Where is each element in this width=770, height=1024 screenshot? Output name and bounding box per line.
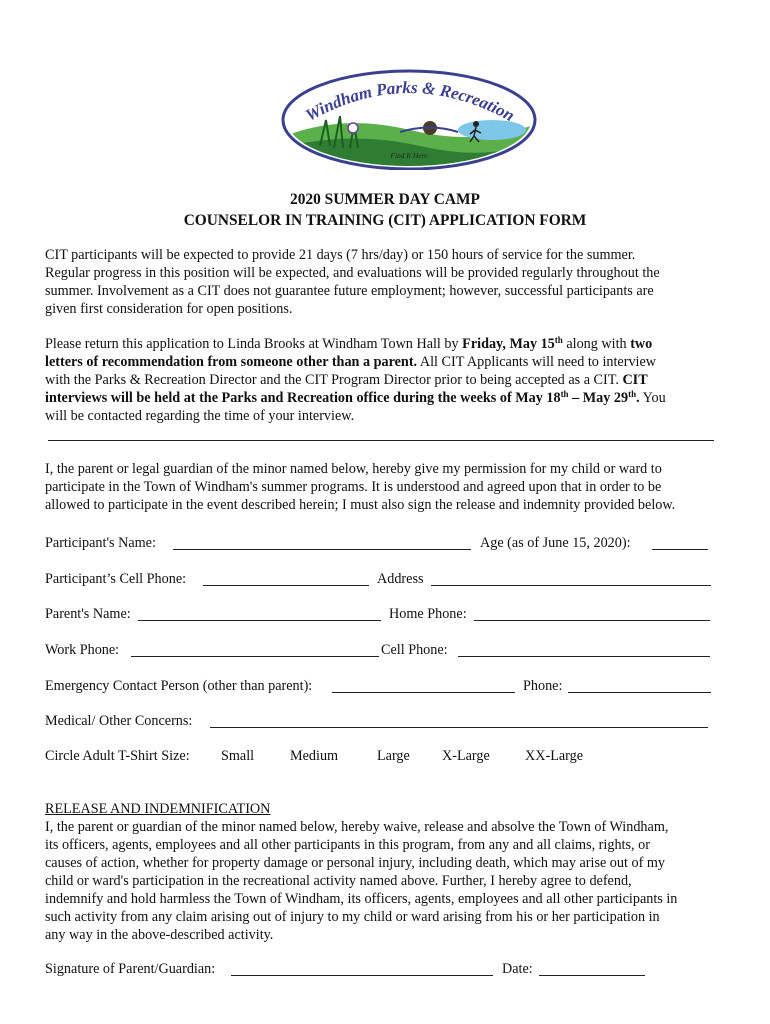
medical-label: Medical/ Other Concerns: bbox=[45, 713, 193, 729]
tshirt-option-x-large[interactable]: X-Large bbox=[442, 748, 490, 764]
intro-paragraph: CIT participants will be expected to provide 21 days (7 hrs/day) or 150 hours of service for the summer. Regular progress in this position will be expected, and evaluations will be provided regularly throughout the summer. Involvement as a CIT does not guarantee future employment; however, successful participants are given first consideration for open positions. bbox=[45, 247, 660, 317]
date-field[interactable] bbox=[539, 960, 645, 976]
signature-label: Signature of Parent/Guardian: bbox=[45, 961, 216, 977]
svg-text:Windham Parks & Recreation: Windham Parks & Recreation bbox=[302, 77, 518, 126]
signature-row bbox=[45, 960, 725, 980]
participant-cell-field[interactable] bbox=[203, 570, 369, 586]
release-heading: RELEASE AND INDEMNIFICATION bbox=[45, 801, 271, 817]
release-paragraph: I, the parent or guardian of the minor named below, hereby waive, release and absolve the Town of Windham, its officers, agents, employees and all other participants in this program, from any and all claims, rights, or causes of action, whether for property damage or personal injury, including death, which may arise out of my child or ward's participation in the recreational activity named above. Further, I hereby agree to defend, indemnify and hold harmless the Town of Windham, its officers, agents, employees and all other participants in such activity from any claim arising out of injury to my child or ward arising from his or her participation in any way in the above-described activity. bbox=[45, 819, 678, 943]
cell-phone-label: Cell Phone: bbox=[381, 642, 448, 658]
home-phone-field[interactable] bbox=[474, 605, 710, 621]
emergency-contact-label: Emergency Contact Person (other than parent): bbox=[45, 678, 313, 694]
emergency-contact-field[interactable] bbox=[332, 677, 515, 693]
parent-name-field[interactable] bbox=[138, 605, 381, 621]
windham-parks-recreation-logo bbox=[280, 68, 538, 170]
tshirt-option-large[interactable]: Large bbox=[377, 748, 410, 764]
date-label: Date: bbox=[502, 961, 533, 977]
tshirt-option-small[interactable]: Small bbox=[221, 748, 255, 764]
participant-name-label: Participant's Name: bbox=[45, 535, 156, 551]
work-phone-row bbox=[45, 641, 725, 661]
tshirt-size-row bbox=[45, 747, 725, 767]
age-label: Age (as of June 15, 2020): bbox=[480, 535, 631, 551]
emergency-phone-label: Phone: bbox=[523, 678, 563, 694]
tshirt-option-medium[interactable]: Medium bbox=[290, 748, 339, 764]
emergency-contact-row bbox=[45, 677, 725, 697]
return-instructions: Please return this application to Linda Brooks at Windham Town Hall by Friday, May 15th along with two letters of recommendation from someone other than a parent. All CIT Applicants will need to interview with the Parks & Recreation Director and the CIT Program Director prior to being accepted as a CIT. CIT interviews will be held at the Parks and Recreation office during the weeks of May 18th – May 29th. You will be contacted regarding the time of your interview. bbox=[45, 335, 666, 424]
participant-name-field[interactable] bbox=[173, 534, 471, 550]
medical-field[interactable] bbox=[210, 712, 708, 728]
tshirt-size-label: Circle Adult T-Shirt Size: bbox=[45, 748, 190, 764]
parent-name-row bbox=[45, 605, 725, 625]
emergency-phone-field[interactable] bbox=[568, 677, 711, 693]
participant-cell-row bbox=[45, 570, 725, 590]
work-phone-label: Work Phone: bbox=[45, 642, 120, 658]
tshirt-option-xx-large[interactable]: XX-Large bbox=[525, 748, 584, 764]
permission-paragraph: I, the parent or legal guardian of the minor named below, hereby give my permission for my child or ward to participate in the Town of Windham's summer programs. It is understood and agreed upon that in order to be allowed to participate in the event described herein; I must also sign the release and indemnity provided below. bbox=[45, 461, 676, 513]
cell-phone-field[interactable] bbox=[458, 641, 710, 657]
address-field[interactable] bbox=[431, 570, 711, 586]
address-label: Address bbox=[377, 571, 424, 587]
signature-field[interactable] bbox=[231, 960, 493, 976]
medical-row bbox=[45, 712, 725, 732]
age-field[interactable] bbox=[652, 534, 708, 550]
parent-name-label: Parent's Name: bbox=[45, 606, 131, 622]
form-title: 2020 SUMMER DAY CAMP COUNSELOR IN TRAINING (CIT) APPLICATION FORM bbox=[183, 191, 587, 229]
svg-text:Find It Here: Find It Here bbox=[390, 151, 428, 160]
work-phone-field[interactable] bbox=[131, 641, 379, 657]
participant-name-row bbox=[45, 534, 725, 554]
section-divider bbox=[48, 440, 714, 441]
home-phone-label: Home Phone: bbox=[389, 606, 467, 622]
participant-cell-label: Participant’s Cell Phone: bbox=[45, 571, 187, 587]
